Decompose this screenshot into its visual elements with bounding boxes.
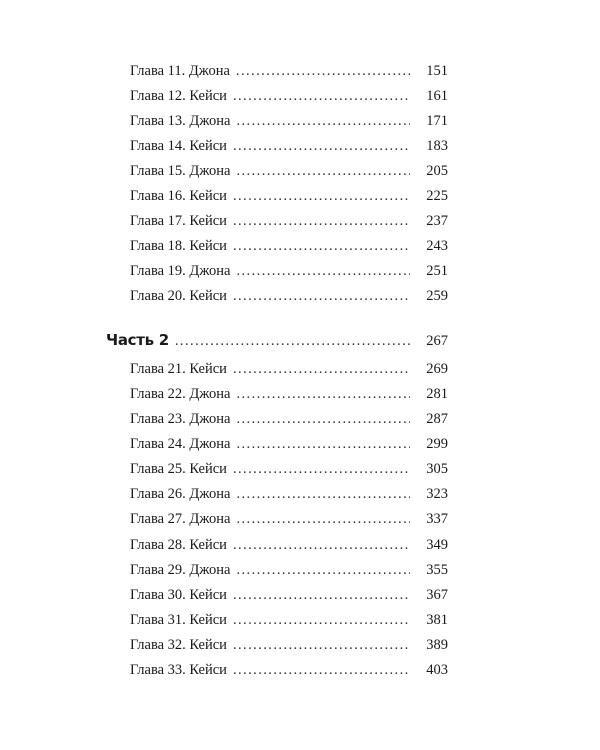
dot-leader	[233, 610, 410, 630]
chapter-title: Глава 24. Джона	[130, 436, 231, 452]
dot-leader	[233, 286, 410, 306]
page-number: 205	[426, 163, 448, 179]
toc-entry-chapter-11	[130, 61, 448, 81]
dot-leader	[236, 111, 410, 131]
dot-leader	[233, 211, 410, 231]
dot-leader	[236, 409, 410, 429]
dot-leader	[236, 434, 410, 454]
page-number: 259	[426, 288, 448, 304]
toc-entry-chapter-25	[130, 459, 448, 479]
chapter-title: Глава 19. Джона	[130, 263, 231, 279]
page-number: 323	[426, 486, 448, 502]
dot-leader	[233, 635, 410, 655]
dot-leader	[236, 484, 410, 504]
dot-leader	[236, 61, 410, 81]
page-number: 267	[426, 333, 448, 349]
toc-entry-chapter-29	[130, 560, 448, 580]
page-number: 355	[426, 562, 448, 578]
dot-leader	[236, 161, 410, 181]
page-number: 305	[426, 461, 448, 477]
chapter-title: Глава 18. Кейси	[130, 238, 227, 254]
chapter-title: Глава 27. Джона	[130, 511, 231, 527]
dot-leader	[236, 384, 410, 404]
chapter-title: Глава 17. Кейси	[130, 213, 227, 229]
dot-leader	[233, 86, 410, 106]
page-number: 281	[426, 386, 448, 402]
page-number: 381	[426, 612, 448, 628]
page-number: 367	[426, 587, 448, 603]
toc-entry-chapter-18	[130, 236, 448, 256]
dot-leader	[233, 359, 410, 379]
toc-entry-chapter-32	[130, 635, 448, 655]
dot-leader	[233, 459, 410, 479]
page-number: 171	[426, 113, 448, 129]
chapter-title: Глава 13. Джона	[130, 113, 231, 129]
toc-entry-chapter-26	[130, 484, 448, 504]
toc-entry-chapter-23	[130, 409, 448, 429]
toc-entry-chapter-20	[130, 286, 448, 306]
chapter-title: Глава 16. Кейси	[130, 188, 227, 204]
toc-entry-chapter-14	[130, 136, 448, 156]
toc-entry-chapter-28	[130, 535, 448, 555]
chapter-title: Глава 26. Джона	[130, 486, 231, 502]
page-number: 403	[426, 662, 448, 678]
toc-entry-chapter-22	[130, 384, 448, 404]
dot-leader	[236, 560, 410, 580]
chapter-title: Глава 15. Джона	[130, 163, 231, 179]
chapter-title: Глава 21. Кейси	[130, 361, 227, 377]
toc-entry-chapter-30	[130, 585, 448, 605]
dot-leader	[233, 660, 410, 680]
page-number: 337	[426, 511, 448, 527]
toc-entry-chapter-31	[130, 610, 448, 630]
part-title: Часть 2	[106, 331, 169, 349]
chapter-title: Глава 22. Джона	[130, 386, 231, 402]
chapter-title: Глава 20. Кейси	[130, 288, 227, 304]
toc-entry-chapter-12	[130, 86, 448, 106]
page-number: 183	[426, 138, 448, 154]
page-number: 389	[426, 637, 448, 653]
toc-entry-chapter-33	[130, 660, 448, 680]
page-number: 269	[426, 361, 448, 377]
page-number: 349	[426, 537, 448, 553]
page-number: 287	[426, 411, 448, 427]
dot-leader	[236, 509, 410, 529]
page-number: 237	[426, 213, 448, 229]
dot-leader	[236, 261, 410, 281]
chapter-title: Глава 30. Кейси	[130, 587, 227, 603]
chapter-title: Глава 29. Джона	[130, 562, 231, 578]
dot-leader	[233, 136, 410, 156]
chapter-title: Глава 11. Джона	[130, 63, 230, 79]
chapter-title: Глава 33. Кейси	[130, 662, 227, 678]
toc-entry-chapter-17	[130, 211, 448, 231]
page-number: 225	[426, 188, 448, 204]
dot-leader	[233, 186, 410, 206]
chapter-title: Глава 12. Кейси	[130, 88, 227, 104]
toc-entry-chapter-19	[130, 261, 448, 281]
chapter-title: Глава 28. Кейси	[130, 537, 227, 553]
dot-leader	[233, 585, 410, 605]
page-number: 243	[426, 238, 448, 254]
toc-entry-part-2	[106, 330, 448, 350]
toc-entry-chapter-21	[130, 359, 448, 379]
page-number: 299	[426, 436, 448, 452]
dot-leader	[233, 535, 410, 555]
page-number: 161	[426, 88, 448, 104]
page-number: 251	[426, 263, 448, 279]
toc-entry-chapter-16	[130, 186, 448, 206]
chapter-title: Глава 32. Кейси	[130, 637, 227, 653]
dot-leader	[175, 331, 410, 351]
dot-leader	[233, 236, 410, 256]
chapter-title: Глава 14. Кейси	[130, 138, 227, 154]
toc-entry-chapter-13	[130, 111, 448, 131]
chapter-title: Глава 23. Джона	[130, 411, 231, 427]
chapter-title: Глава 31. Кейси	[130, 612, 227, 628]
chapter-title: Глава 25. Кейси	[130, 461, 227, 477]
toc-entry-chapter-24	[130, 434, 448, 454]
page-number: 151	[426, 63, 448, 79]
toc-entry-chapter-15	[130, 161, 448, 181]
toc-entry-chapter-27	[130, 509, 448, 529]
